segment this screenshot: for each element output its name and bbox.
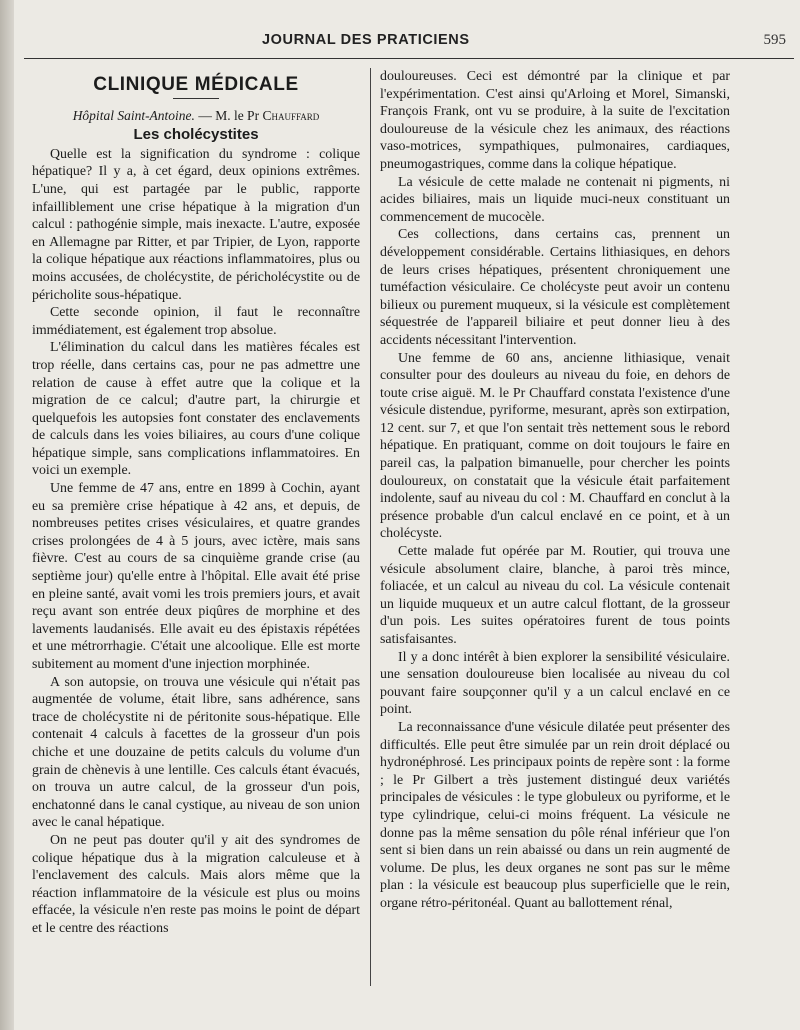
paragraph: La vésicule de cette malade ne contenait ni pigments, ni acides biliaires, mais un liquide muci-neux constituant un commencement de mucocèle. (380, 174, 730, 225)
paragraph: Cette seconde opinion, il faut le reconnaître immédiatement, est également trop absolue. (32, 305, 360, 338)
paragraph: La reconnaissance d'une vésicule dilatée peut présenter des difficultés. Elle peut être simulée par un rein droit déplacé ou hydronéphrosé. Les principaux points de repère sont : la forme ; le Pr Gilbert a très justement distingué deux variétés principales de vésicules : le type globuleux ou pyriforme, et le type cylindrique, celui-ci moins fréquent. La vésicule ne donne pas la même sensation du pôle rénal inférieur que l'on sent si bien dans un rein abaissé ou dans un rein augmenté de volume. De plus, les deux organes ne sont pas sur le même plan : la vésicule est beaucoup plus superficielle que le rein, organe rétro-péritonéal. Quant au ballottement rénal, (380, 719, 730, 911)
right-column (380, 68, 730, 913)
paragraph: Cette malade fut opérée par M. Routier, qui trouva une vésicule absolument claire, blanche, à paroi très mince, foliacée, et un calcul au niveau du col. La vésicule contenait un liquide muqueux et un autre calcul flottant, de la grosseur d'un pois. Les suites opératoires furent de tous points satisfaisantes. (380, 544, 730, 647)
byline (32, 107, 360, 125)
hospital-name: Hôpital Saint-Antoine. (72, 107, 195, 123)
page-edge-shadow (0, 0, 14, 1030)
author-name: Chauffard (262, 107, 320, 123)
paragraph-continued: douloureuses. Ceci est démontré par la clinique et par l'expérimentation. C'est ainsi qu'Arloing et Morel, Simanski, François Frank, ont vu se produire, à la suite de l'excitation douloureuse de la vésicule chez les animaux, des réactions vaso-motrices, sympathiques, pulmonaires, cardiaques, pneumogastriques, comme dans la colique hépatique. (380, 69, 730, 172)
paragraph: L'élimination du calcul dans les matières fécales est trop réelle, dans certains cas, pour ne pas admettre une relation de cause à effet autre que la colique et la migration de ce calcul; d'autre part, la chirurgie et quelquefois les autopsies font constater des enclavements de calculs dans les voies biliaires, au cours d'une colique hépatique simple, sans complications inflammatoires. En voici un exemple. (32, 340, 360, 479)
left-column (32, 68, 360, 938)
paragraph: Une femme de 60 ans, ancienne lithiasique, venait consulter pour des douleurs au niveau du foie, en dehors de toute crise aiguë. M. le Pr Chauffard constata l'existence d'une vésicule distendue, pyriforme, mesurant, après son extirpation, 12 cent. sur 7, et que l'on sentait très nettement sous le rebord hépatique. En pratiquant, comme on doit toujours le faire en pareil cas, la palpation bimanuelle, pour chercher les points douloureux, on constatait que la vésicule était parfaitement indolente, sauf au niveau du col : M. Chauffard en conclut à la présence probable d'un calcul enclavé en ce point, et à un cholécyste. (380, 350, 730, 542)
header-rule (24, 58, 794, 59)
article-subtitle: Les cholécystites (133, 126, 259, 144)
title-rule (173, 98, 219, 99)
paragraph: Ces collections, dans certains cas, prennent un développement considérable. Certains lithiasiques, en dehors de leurs crises hépatiques, présentent chroniquement une tuméfaction vésiculaire. Ce cholécyste peut avoir un contenu bilieux ou purement muqueux, si la vésicule est complètement séquestrée de l'appareil biliaire et peut donner lieu à des accidents nécessitant l'intervention. (380, 227, 730, 348)
paragraph: On ne peut pas douter qu'il y ait des syndromes de colique hépatique dus à la migration calculeuse et à l'enclavement des calculs. Mais alors même que la réaction inflammatoire de la vésicule est plus ou moins effacée, la vésicule n'en reste pas moins le point de départ et le centre des réactions (32, 832, 360, 936)
journal-page (14, 0, 800, 1030)
column-divider (370, 68, 371, 986)
page-number: 595 (763, 32, 786, 48)
paragraph: Quelle est la signification du syndrome : colique hépatique? Il y a, à cet égard, deux opinions extrêmes. L'une, qui est partagée par le public, rapporte infailliblement une crise hépatique à la migration d'un calcul : pathogénie simple, mais inexacte. L'autre, exposée en Allemagne par Ritter, et par Tripier, de Lyon, rapporte la colique hépatique aux réactions inflammatoires, plus ou moins accusées, de cholécystite, de péricholécystite ou de péricholite sous-hépatique. (32, 146, 360, 303)
paragraph: A son autopsie, on trouva une vésicule qui n'était pas augmentée de volume, était libre, sans adhérence, sans trace de cholécystite ni de péritonite sous-hépatique. Elle contenait 4 calculs à facettes de la grosseur d'un pois chiche et une douzaine de petits calculs du volume d'un grain de chènevis à une lentille. Ces calculs étant évacués, on trouva un autre calcul, de la grosseur d'un pois, enchatonné dans le canal cystique, au niveau de son union avec le canal hépatique. (32, 674, 360, 831)
author-prefix: — M. le Pr (194, 107, 263, 123)
journal-title: JOURNAL DES PRATICIENS (262, 32, 470, 48)
running-header (14, 30, 800, 52)
paragraph: Il y a donc intérêt à bien explorer la sensibilité vésiculaire. une sensation douloureuse bien localisée au niveau du col pouvant faire soupçonner qu'il y a un calcul enclavé en ce point. (380, 649, 730, 718)
paragraph: Une femme de 47 ans, entre en 1899 à Cochin, ayant eu sa première crise hépatique à 42 ans, et depuis, de nombreuses petites crises vésiculaires, et quatre grandes crises prolongées de 4 à 5 jours, avec ictère, mais sans fièvre. C'est au cours de sa cinquième grande crise (au septième jour) qu'elle entre à l'hôpital. Elle avait été prise en pleine santé, avait vomi les trois premiers jours, et avait reçu avant son entrée deux piqûres de morphine et des lavements laudanisés. Elle avait eu des épistaxis répétées et une métrorrhagie. C'était une alcoolique. Elle est morte subitement au moment d'une injection morphinée. (32, 481, 360, 672)
section-title: CLINIQUE MÉDICALE (93, 74, 299, 95)
